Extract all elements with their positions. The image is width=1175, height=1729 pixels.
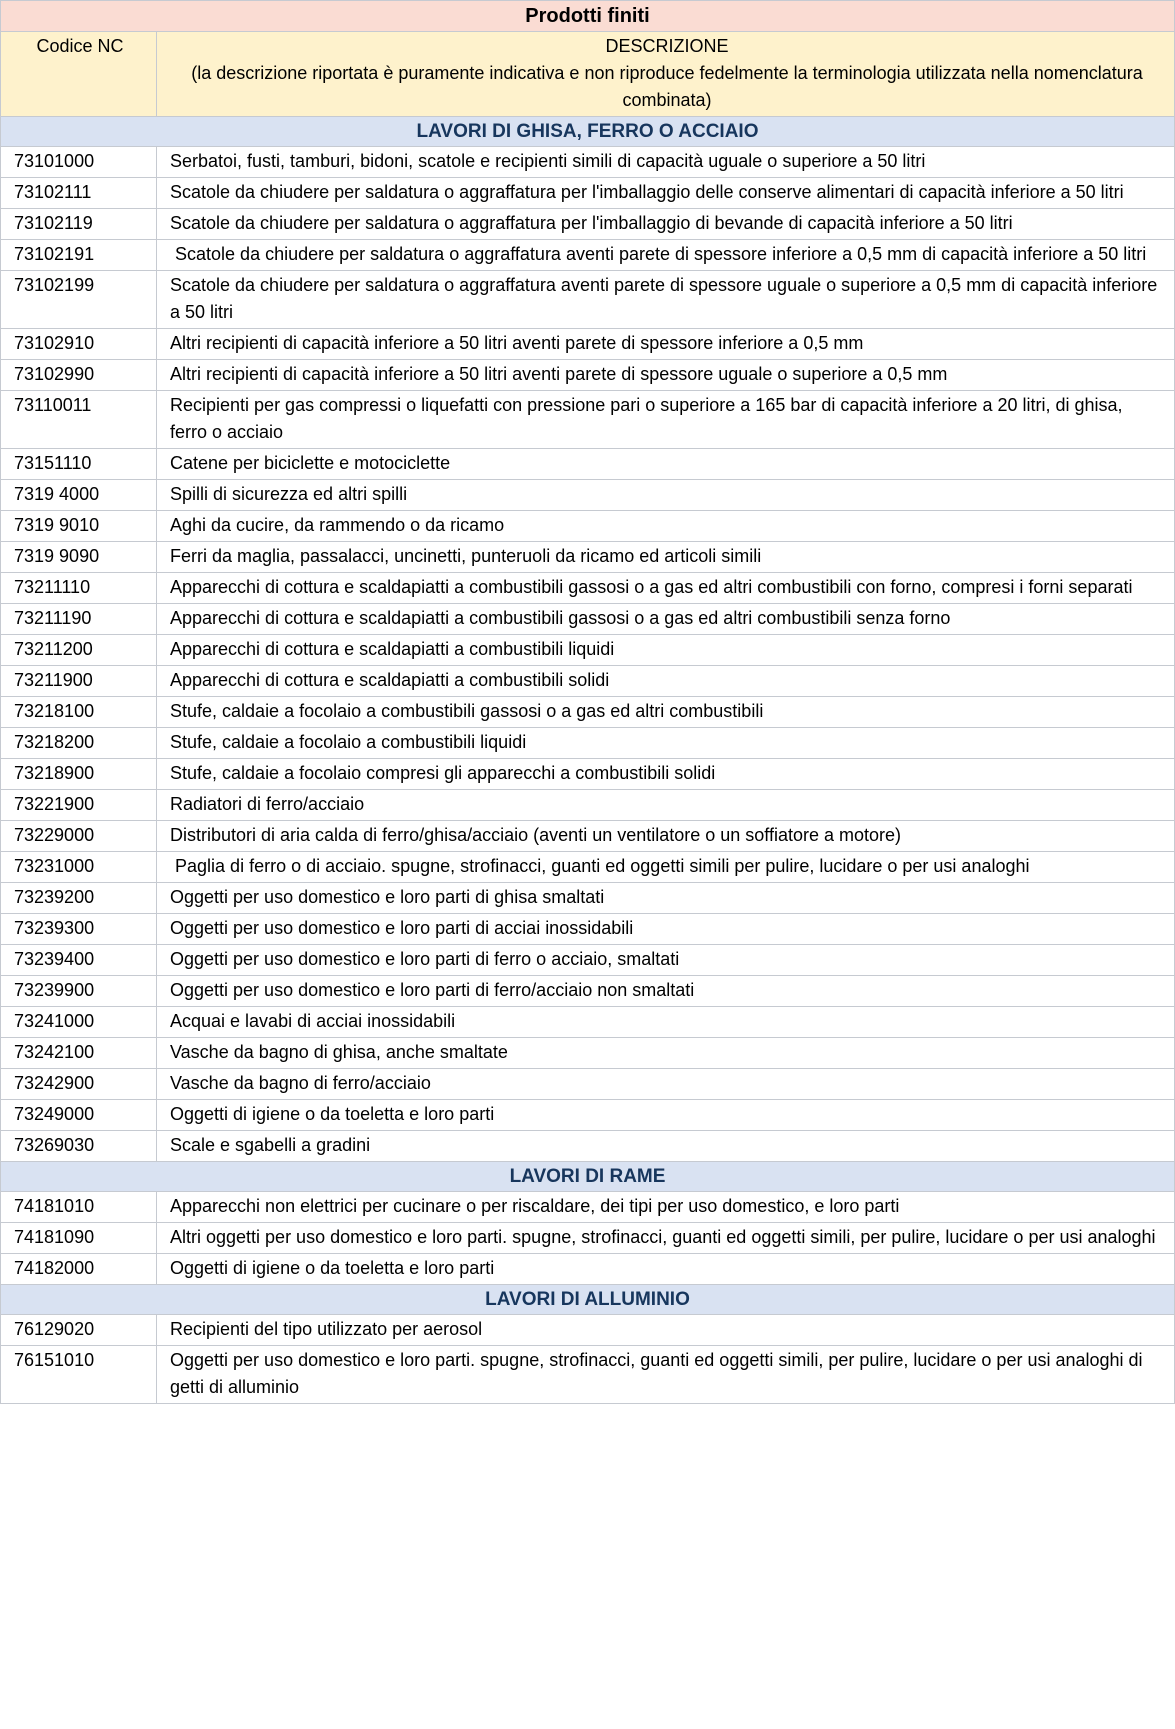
- section-header: LAVORI DI GHISA, FERRO O ACCIAIO: [1, 117, 1175, 147]
- row-description: Stufe, caldaie a focolaio a combustibili gassosi o a gas ed altri combustibili: [157, 697, 1175, 728]
- row-code: 73102910: [1, 329, 157, 360]
- title-row: [1, 1, 1175, 32]
- row-description: Distributori di aria calda di ferro/ghisa/acciaio (aventi un ventilatore o un soffiatore a motore): [157, 821, 1175, 852]
- row-code: 73211190: [1, 604, 157, 635]
- section-header: LAVORI DI RAME: [1, 1162, 1175, 1192]
- table-row: [1, 449, 1175, 480]
- row-code: 73218900: [1, 759, 157, 790]
- row-code: 73102111: [1, 178, 157, 209]
- row-description: Vasche da bagno di ghisa, anche smaltate: [157, 1038, 1175, 1069]
- section-row: [1, 1162, 1175, 1192]
- table-row: [1, 1007, 1175, 1038]
- row-description: Apparecchi non elettrici per cucinare o per riscaldare, dei tipi per uso domestico, e loro parti: [157, 1192, 1175, 1223]
- row-description: Oggetti per uso domestico e loro parti di ghisa smaltati: [157, 883, 1175, 914]
- row-code: 73242100: [1, 1038, 157, 1069]
- row-description: Oggetti per uso domestico e loro parti. spugne, strofinacci, guanti ed oggetti simili, per pulire, lucidare o per usi analoghi di getti di alluminio: [157, 1346, 1175, 1404]
- column-header-description-note: (la descrizione riportata è puramente indicativa e non riproduce fedelmente la terminologia utilizzata nella nomenclatura combinata): [191, 63, 1143, 110]
- table-row: [1, 542, 1175, 573]
- table-row: [1, 1223, 1175, 1254]
- row-code: 73151110: [1, 449, 157, 480]
- table-row: [1, 1131, 1175, 1162]
- row-code: 73102990: [1, 360, 157, 391]
- column-header-code: Codice NC: [1, 32, 157, 117]
- row-description: Oggetti di igiene o da toeletta e loro parti: [157, 1100, 1175, 1131]
- table-row: [1, 945, 1175, 976]
- row-description: Recipienti per gas compressi o liquefatti con pressione pari o superiore a 165 bar di capacità inferiore a 20 litri, di ghisa, ferro o acciaio: [157, 391, 1175, 449]
- table-row: [1, 666, 1175, 697]
- table-row: [1, 240, 1175, 271]
- table-row: [1, 1346, 1175, 1404]
- row-description: Altri oggetti per uso domestico e loro parti. spugne, strofinacci, guanti ed oggetti simili, per pulire, lucidare o per usi analoghi: [157, 1223, 1175, 1254]
- row-code: 74182000: [1, 1254, 157, 1285]
- row-description: Stufe, caldaie a focolaio a combustibili liquidi: [157, 728, 1175, 759]
- row-code: 74181090: [1, 1223, 157, 1254]
- row-description: Oggetti di igiene o da toeletta e loro parti: [157, 1254, 1175, 1285]
- table-row: [1, 790, 1175, 821]
- row-description: Acquai e lavabi di acciai inossidabili: [157, 1007, 1175, 1038]
- table-row: [1, 697, 1175, 728]
- column-header-description-title: DESCRIZIONE: [605, 36, 729, 56]
- row-description: Recipienti del tipo utilizzato per aerosol: [157, 1315, 1175, 1346]
- table-row: [1, 635, 1175, 666]
- table-row: [1, 480, 1175, 511]
- row-code: 73249000: [1, 1100, 157, 1131]
- row-code: 76151010: [1, 1346, 157, 1404]
- row-description: Apparecchi di cottura e scaldapiatti a combustibili gassosi o a gas ed altri combustibili con forno, compresi i forni separati: [157, 573, 1175, 604]
- row-code: 73239900: [1, 976, 157, 1007]
- row-code: 73211900: [1, 666, 157, 697]
- table-row: [1, 360, 1175, 391]
- row-code: 73239300: [1, 914, 157, 945]
- row-description: Altri recipienti di capacità inferiore a 50 litri aventi parete di spessore inferiore a 0,5 mm: [157, 329, 1175, 360]
- row-code: 7319 9010: [1, 511, 157, 542]
- row-code: 73218100: [1, 697, 157, 728]
- row-description: Apparecchi di cottura e scaldapiatti a combustibili solidi: [157, 666, 1175, 697]
- table-row: [1, 1315, 1175, 1346]
- table-row: [1, 728, 1175, 759]
- row-description: Ferri da maglia, passalacci, uncinetti, punteruoli da ricamo ed articoli simili: [157, 542, 1175, 573]
- row-description: Apparecchi di cottura e scaldapiatti a combustibili liquidi: [157, 635, 1175, 666]
- row-code: 76129020: [1, 1315, 157, 1346]
- row-description: Apparecchi di cottura e scaldapiatti a combustibili gassosi o a gas ed altri combustibili senza forno: [157, 604, 1175, 635]
- row-description: Serbatoi, fusti, tamburi, bidoni, scatole e recipienti simili di capacità uguale o superiore a 50 litri: [157, 147, 1175, 178]
- table-row: [1, 914, 1175, 945]
- row-code: 73101000: [1, 147, 157, 178]
- table-row: [1, 178, 1175, 209]
- row-code: 73102191: [1, 240, 157, 271]
- row-code: 73239200: [1, 883, 157, 914]
- row-description: Catene per biciclette e motociclette: [157, 449, 1175, 480]
- row-code: 73269030: [1, 1131, 157, 1162]
- row-description: Stufe, caldaie a focolaio compresi gli apparecchi a combustibili solidi: [157, 759, 1175, 790]
- row-description: Spilli di sicurezza ed altri spilli: [157, 480, 1175, 511]
- table-row: [1, 391, 1175, 449]
- row-description: Oggetti per uso domestico e loro parti di ferro o acciaio, smaltati: [157, 945, 1175, 976]
- row-code: 7319 9090: [1, 542, 157, 573]
- row-description: Oggetti per uso domestico e loro parti di acciai inossidabili: [157, 914, 1175, 945]
- row-code: 73218200: [1, 728, 157, 759]
- table-row: [1, 573, 1175, 604]
- table-row: [1, 852, 1175, 883]
- row-code: 73102199: [1, 271, 157, 329]
- table-row: [1, 604, 1175, 635]
- table-row: [1, 883, 1175, 914]
- table-row: [1, 209, 1175, 240]
- row-code: 73110011: [1, 391, 157, 449]
- row-code: 73231000: [1, 852, 157, 883]
- row-code: 73229000: [1, 821, 157, 852]
- table-row: [1, 1100, 1175, 1131]
- row-code: 73211200: [1, 635, 157, 666]
- row-code: 73211110: [1, 573, 157, 604]
- table-row: [1, 1254, 1175, 1285]
- row-description: Scatole da chiudere per saldatura o aggraffatura aventi parete di spessore uguale o superiore a 0,5 mm di capacità inferiore a 50 litri: [157, 271, 1175, 329]
- row-description: Oggetti per uso domestico e loro parti di ferro/acciaio non smaltati: [157, 976, 1175, 1007]
- row-description: Radiatori di ferro/acciaio: [157, 790, 1175, 821]
- row-code: 73221900: [1, 790, 157, 821]
- table-row: [1, 759, 1175, 790]
- section-row: [1, 1285, 1175, 1315]
- row-description: Scatole da chiudere per saldatura o aggraffatura per l'imballaggio delle conserve alimentari di capacità inferiore a 50 litri: [157, 178, 1175, 209]
- row-description: Altri recipienti di capacità inferiore a 50 litri aventi parete di spessore uguale o superiore a 0,5 mm: [157, 360, 1175, 391]
- page-title: Prodotti finiti: [1, 1, 1175, 32]
- row-code: 74181010: [1, 1192, 157, 1223]
- column-header-row: [1, 32, 1175, 117]
- table-row: [1, 147, 1175, 178]
- row-description: Scatole da chiudere per saldatura o aggraffatura per l'imballaggio di bevande di capacità inferiore a 50 litri: [157, 209, 1175, 240]
- table-row: [1, 271, 1175, 329]
- table-row: [1, 1192, 1175, 1223]
- row-code: 7319 4000: [1, 480, 157, 511]
- table-row: [1, 511, 1175, 542]
- section-header: LAVORI DI ALLUMINIO: [1, 1285, 1175, 1315]
- row-code: 73242900: [1, 1069, 157, 1100]
- row-description: Scatole da chiudere per saldatura o aggraffatura aventi parete di spessore inferiore a 0,5 mm di capacità inferiore a 50 litri: [157, 240, 1175, 271]
- column-header-description: [157, 32, 1175, 117]
- row-description: Paglia di ferro o di acciaio. spugne, strofinacci, guanti ed oggetti simili per pulire, lucidare o per usi analoghi: [157, 852, 1175, 883]
- table-row: [1, 1069, 1175, 1100]
- row-code: 73241000: [1, 1007, 157, 1038]
- row-code: 73239400: [1, 945, 157, 976]
- section-row: [1, 117, 1175, 147]
- table-row: [1, 976, 1175, 1007]
- table-row: [1, 329, 1175, 360]
- row-code: 73102119: [1, 209, 157, 240]
- row-description: Scale e sgabelli a gradini: [157, 1131, 1175, 1162]
- table-row: [1, 1038, 1175, 1069]
- row-description: Vasche da bagno di ferro/acciaio: [157, 1069, 1175, 1100]
- table-row: [1, 821, 1175, 852]
- row-description: Aghi da cucire, da rammendo o da ricamo: [157, 511, 1175, 542]
